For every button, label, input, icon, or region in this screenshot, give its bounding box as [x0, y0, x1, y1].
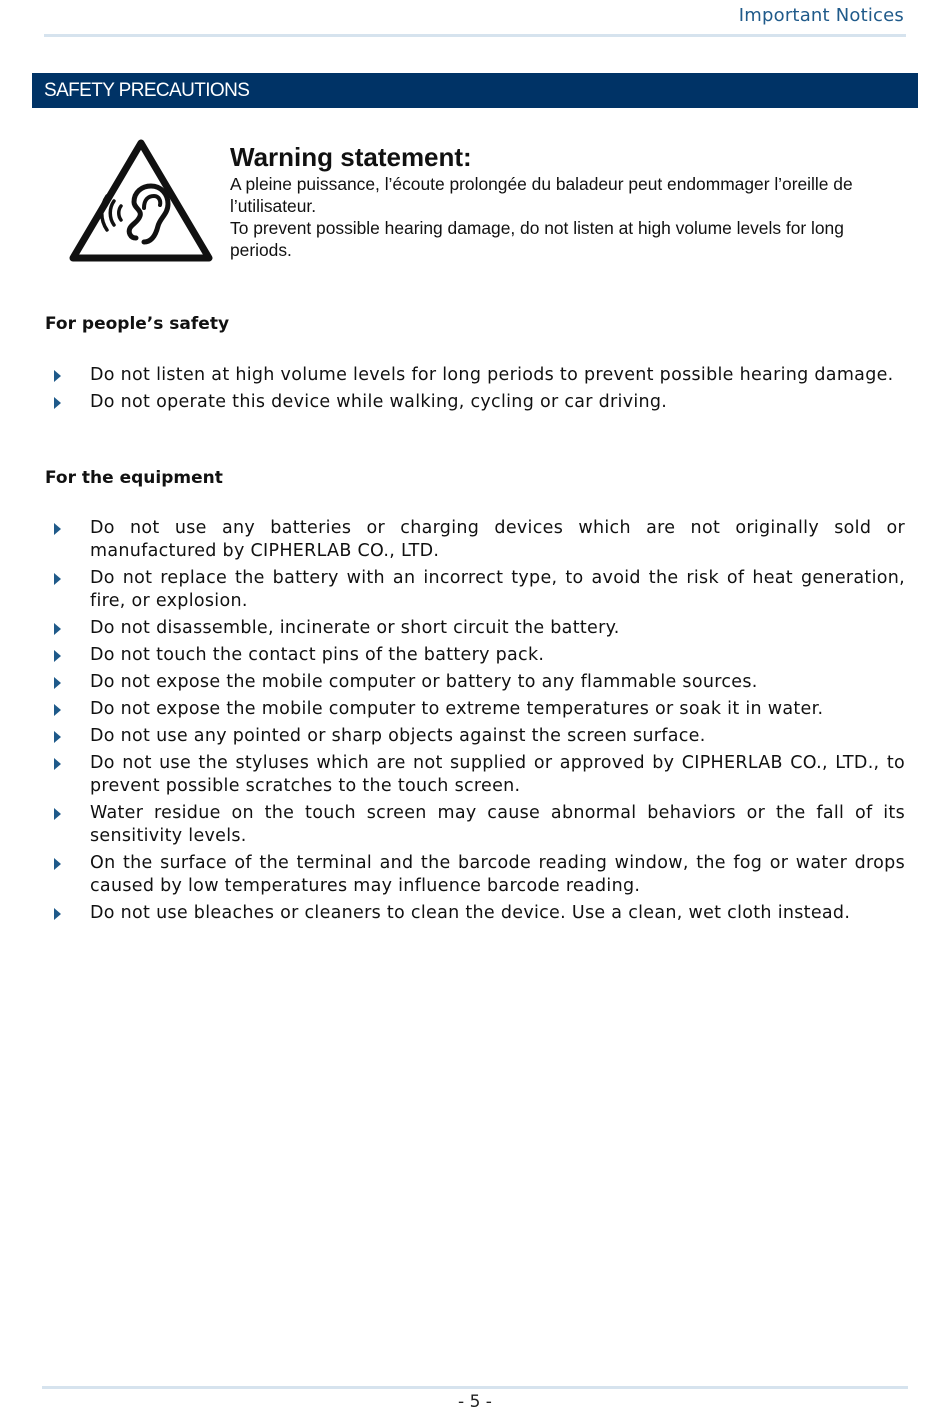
header-title: Important Notices	[738, 5, 904, 26]
hearing-damage-warning-icon	[68, 138, 214, 262]
page-number: - 5 -	[458, 1392, 492, 1412]
list-item	[0, 517, 950, 563]
list-item	[0, 617, 950, 640]
people-safety-heading: For people’s safety	[45, 314, 230, 334]
caret-right-icon	[54, 858, 61, 870]
list-item	[0, 902, 950, 925]
caret-right-icon	[54, 523, 61, 535]
list-item-text: Water residue on the touch screen may cause abnormal behaviors or the fall of its sensitivity levels.	[90, 803, 905, 846]
caret-right-icon	[54, 623, 61, 635]
caret-right-icon	[54, 704, 61, 716]
list-item	[0, 852, 950, 898]
list-item	[0, 802, 950, 848]
list-item-text: Do not use bleaches or cleaners to clean the device. Use a clean, wet cloth instead.	[90, 903, 851, 923]
caret-right-icon	[54, 908, 61, 920]
caret-right-icon	[54, 573, 61, 585]
list-item	[0, 644, 950, 667]
warning-heading: Warning statement:	[230, 142, 472, 172]
caret-right-icon	[54, 370, 61, 382]
caret-right-icon	[54, 808, 61, 820]
list-item	[0, 725, 950, 748]
list-item	[0, 364, 950, 387]
list-item-text: Do not touch the contact pins of the battery pack.	[90, 645, 545, 665]
caret-right-icon	[54, 677, 61, 689]
list-item	[0, 391, 950, 414]
warning-english-text: To prevent possible hearing damage, do not listen at high volume levels for long periods.	[230, 218, 844, 260]
list-item-text: Do not expose the mobile computer or battery to any flammable sources.	[90, 672, 758, 692]
list-item-text: Do not disassemble, incinerate or short circuit the battery.	[90, 618, 620, 638]
footer-divider	[42, 1386, 908, 1389]
list-item-text: On the surface of the terminal and the barcode reading window, the fog or water drops caused by low temperatures may influence barcode reading.	[90, 853, 905, 896]
header-divider	[44, 34, 906, 37]
caret-right-icon	[54, 397, 61, 409]
list-item-text: Do not operate this device while walking, cycling or car driving.	[90, 392, 668, 412]
warning-statement	[230, 141, 910, 261]
list-item-text: Do not listen at high volume levels for long periods to prevent possible hearing damage.	[90, 365, 894, 385]
list-item-text: Do not use any batteries or charging devices which are not originally sold or manufactured by CIPHERLAB CO., LTD.	[90, 518, 905, 561]
people-safety-list	[0, 364, 950, 414]
list-item	[0, 698, 950, 721]
list-item-text: Do not expose the mobile computer to extreme temperatures or soak it in water.	[90, 699, 824, 719]
list-item	[0, 567, 950, 613]
list-item-text: Do not replace the battery with an incorrect type, to avoid the risk of heat generation, fire, or explosion.	[90, 568, 905, 611]
list-item-text: Do not use the styluses which are not supplied or approved by CIPHERLAB CO., LTD., to prevent possible scratches to the touch screen.	[90, 753, 905, 796]
list-item	[0, 671, 950, 694]
section-title: SAFETY PRECAUTIONS	[44, 80, 250, 101]
list-item	[0, 752, 950, 798]
caret-right-icon	[54, 650, 61, 662]
warning-french-text: A pleine puissance, l’écoute prolongée du baladeur peut endommager l’oreille de l’utilisateur.	[230, 174, 853, 216]
caret-right-icon	[54, 758, 61, 770]
caret-right-icon	[54, 731, 61, 743]
list-item-text: Do not use any pointed or sharp objects against the screen surface.	[90, 726, 706, 746]
section-banner	[32, 73, 918, 108]
equipment-heading: For the equipment	[45, 468, 223, 488]
equipment-list	[0, 517, 950, 925]
